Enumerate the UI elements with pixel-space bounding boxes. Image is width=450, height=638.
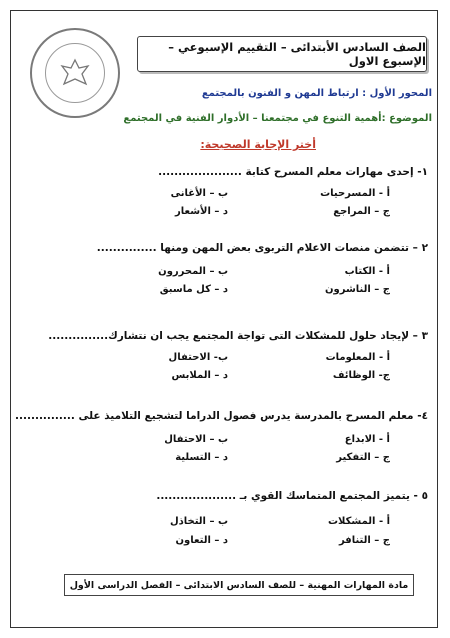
q1-option-c[interactable]: ج – المراجع xyxy=(333,206,390,217)
q2-option-b[interactable]: ب – المحررون xyxy=(158,266,228,277)
question-3: ٣ – لإيجاد حلول للمشكلات التى تواجة المجتمع يجب ان نتشارك............... xyxy=(48,330,428,342)
seal-emblem xyxy=(45,43,105,103)
footer-box xyxy=(64,574,414,596)
question-5: ٥ - يتميز المجتمع المتماسك القوي بـ .................... xyxy=(156,490,428,502)
q5-option-b[interactable]: ب – التخاذل xyxy=(169,516,228,527)
q4-option-d[interactable]: د – التسلية xyxy=(175,452,228,463)
instruction-heading: أختر الإجابة الصحيحة: xyxy=(200,138,316,151)
q1-option-d[interactable]: د – الأشعار xyxy=(175,206,228,217)
q1-option-b[interactable]: ب – الأغانى xyxy=(170,188,228,199)
page-title: الصف السادس الأبتدائى – التقييم الإسبوعي – الإسبوع الاول xyxy=(168,40,426,68)
q3-option-a[interactable]: أ - المعلومات xyxy=(325,352,390,363)
q3-option-c[interactable]: ج- الوظائف xyxy=(332,370,390,381)
footer-text: مادة المهارات المهنية – للصف السادس الابتدائى – الفصل الدراسى الأول xyxy=(69,579,409,591)
q3-option-b[interactable]: ب- الاحتفال xyxy=(168,352,228,363)
header-title-box xyxy=(137,36,427,72)
q5-option-d[interactable]: د – التعاون xyxy=(175,535,228,546)
question-2: ٢ – تتضمن منصات الاعلام التربوى بعض المهن ومنها ............... xyxy=(96,242,428,254)
ministry-of-education-seal-icon xyxy=(30,28,120,118)
question-1: ١- إحدى مهارات معلم المسرح كتابة ..................... xyxy=(158,166,428,178)
q5-option-a[interactable]: أ - المشكلات xyxy=(327,516,390,527)
q4-option-b[interactable]: ب – الاحتفال xyxy=(164,434,228,445)
q5-option-c[interactable]: ج – التنافر xyxy=(338,535,390,546)
q2-option-d[interactable]: د – كل ماسبق xyxy=(159,284,228,295)
eagle-emblem-icon xyxy=(58,56,92,90)
question-4: ٤- معلم المسرح بالمدرسة يدرس فصول الدراما لتشجيع التلاميذ على ............... xyxy=(15,410,428,422)
q4-option-c[interactable]: ج – التفكير xyxy=(336,452,390,463)
q1-option-a[interactable]: أ - المسرحيات xyxy=(320,188,390,199)
axis-heading: المحور الأول : ارتباط المهن و الفنون بالمجتمع xyxy=(201,88,432,99)
topic-heading: الموضوع :أهمية التنوع في مجتمعنا – الأدوار الفنية في المجتمع xyxy=(123,113,432,124)
q2-option-a[interactable]: أ - الكتاب xyxy=(344,266,390,277)
q4-option-a[interactable]: أ - الابداع xyxy=(344,434,390,445)
q2-option-c[interactable]: ج – الناشرون xyxy=(325,284,390,295)
q3-option-d[interactable]: د – الملابس xyxy=(171,370,228,381)
